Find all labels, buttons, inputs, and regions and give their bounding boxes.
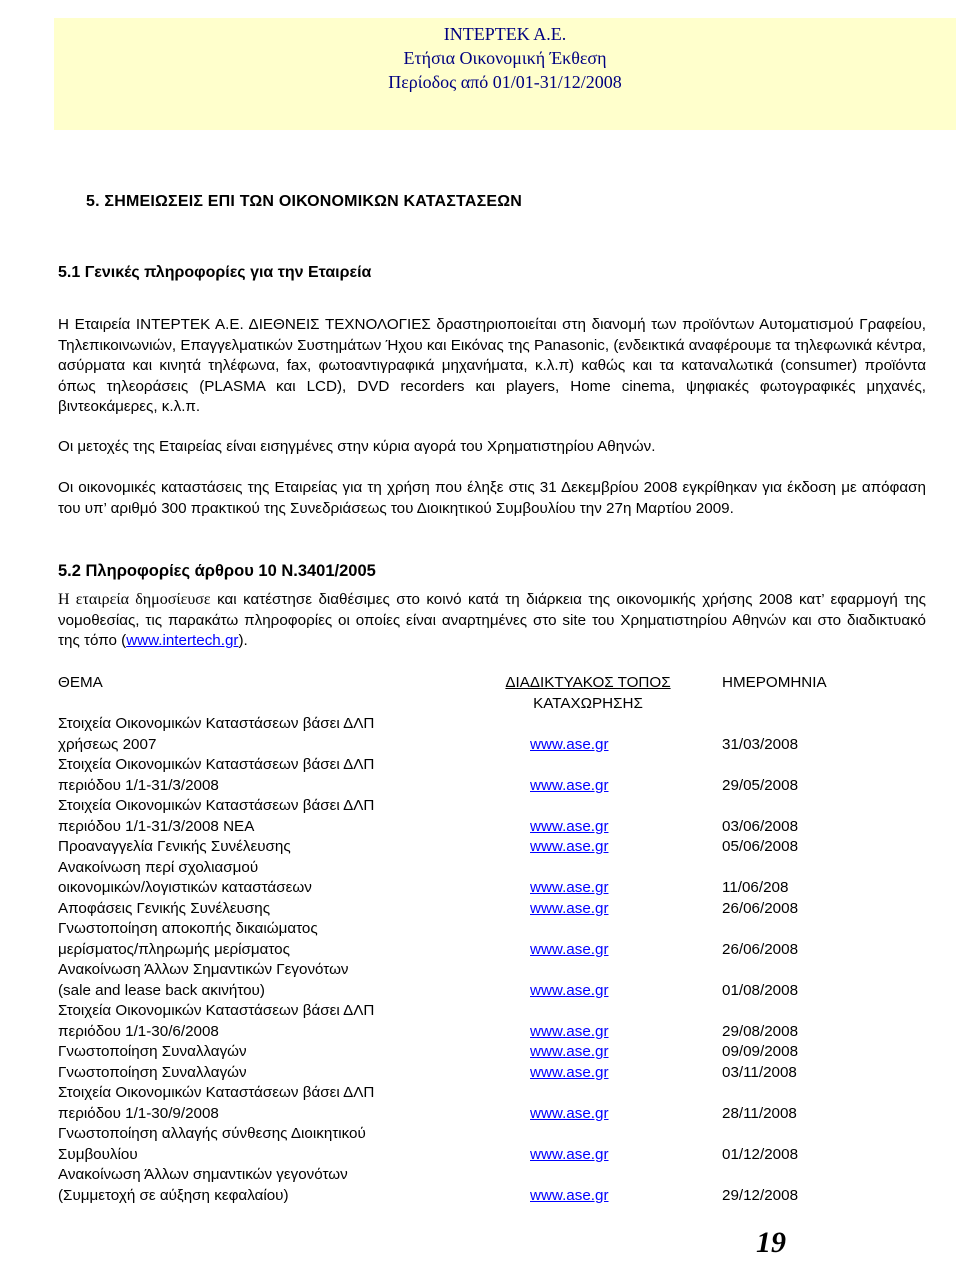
row-topic-line1: Στοιχεία Οικονομικών Καταστάσεων βάσει ΔΛΠ [58, 756, 375, 773]
header-site-line1: ΔΙΑΔΙΚΤΥΑΚΟΣ ΤΟΠΟΣ [505, 674, 671, 691]
row-topic [58, 714, 498, 755]
disclosure-end: ). [238, 632, 248, 650]
row-date: 11/06/208 [722, 879, 789, 896]
table-row [58, 960, 938, 1001]
row-topic-line2: (sale and lease back ακινήτου) [58, 981, 265, 999]
company-website-link[interactable]: www.intertech.gr [126, 632, 239, 650]
disclosure-lead: Η εταιρεία δημοσίευσε [58, 591, 211, 608]
row-topic [58, 1063, 498, 1084]
table-row [58, 858, 938, 899]
table-row [58, 1001, 938, 1042]
header-site [478, 673, 698, 714]
listing-statement: Οι μετοχές της Εταιρείας είναι εισηγμένες στην κύρια αγορά του Χρηματιστηρίου Αθηνών. [58, 438, 656, 455]
row-topic [58, 960, 498, 1001]
row-date: 09/09/2008 [722, 1043, 799, 1060]
row-date: 26/06/2008 [722, 899, 799, 917]
row-site-link[interactable]: www.ase.gr [530, 817, 609, 835]
row-date: 31/03/2008 [722, 735, 799, 753]
header-date: ΗΜΕΡΟΜΗΝΙΑ [722, 674, 827, 691]
row-topic-line1: Ανακοίνωση περί σχολιασμού [58, 858, 259, 876]
row-site-link[interactable]: www.ase.gr [530, 838, 609, 855]
row-topic-line1: Γνωστοποίηση Συναλλαγών [58, 1043, 247, 1060]
row-topic-line1: Στοιχεία Οικονομικών Καταστάσεων βάσει ΔΛΠ [58, 715, 375, 732]
row-topic-line2: χρήσεως 2007 [58, 735, 157, 753]
row-topic-line2: περιόδου 1/1-31/3/2008 [58, 776, 219, 794]
row-topic-line1: Προαναγγελία Γενικής Συνέλευσης [58, 838, 291, 855]
table-row [58, 837, 938, 858]
page-number: 19 [756, 1226, 786, 1259]
header-site-line2: ΚΑΤΑΧΩΡΗΣΗΣ [533, 694, 643, 712]
approval-statement: Οι οικονομικές καταστάσεις της Εταιρείας για τη χρήση που έληξε στις 31 Δεκεμβρίου 2008 εγκρίθηκαν για έκδοση με απόφαση του υπ’ αριθμό 300 πρακτικού της Συνεδριάσεως του Διοικητικού Συμβουλίου την 27η Μαρτίου 2009. [58, 479, 926, 517]
company-description: Η Εταιρεία ΙΝΤΕΡΤΕΚ Α.Ε. ΔΙΕΘΝΕΙΣ ΤΕΧΝΟΛΟΓΙΕΣ δραστηριοποιείται στη διανομή των προϊόντων Αυτοματισμού Γραφείου, Τηλεπικοινωνιών, Επαγγελματικών Συστημάτων Ήχου και Εικόνας της Panasonic, (ενδεικτικά αναφέρουμε τα τηλεφωνικά κέντρα, ασύρματα και κινητά τηλέφωνα, fax, φωτοαντιγραφικά μηχανήματα, κ.λ.π) καθώς και τα καταναλωτικά (consumer) προϊόντα όπως τηλεοράσεις (PLASMA και LCD), DVD recorders και players, Home cinema, ψηφιακές φωτογραφικές μηχανές, βιντεοκάμερες, κ.λ.π. [58, 316, 926, 416]
row-date: 01/12/2008 [722, 1145, 799, 1163]
row-site-link[interactable]: www.ase.gr [530, 1186, 609, 1204]
row-topic [58, 899, 498, 920]
row-date: 05/06/2008 [722, 838, 799, 855]
row-site-link[interactable]: www.ase.gr [530, 1104, 609, 1122]
table-row [58, 1042, 938, 1063]
section-5-2-title: 5.2 Πληροφορίες άρθρου 10 Ν.3401/2005 [58, 562, 376, 580]
row-topic [58, 755, 498, 796]
row-site-link[interactable]: www.ase.gr [530, 879, 609, 896]
row-site-link[interactable]: www.ase.gr [530, 981, 609, 999]
table-row [58, 1083, 938, 1124]
row-topic-line1: Στοιχεία Οικονομικών Καταστάσεων βάσει ΔΛΠ [58, 1084, 375, 1101]
publications-table [58, 714, 938, 1206]
disclosure-text: και κατέστησε διαθέσιμες στο κοινό κατά τη διάρκεια της οικονομικής χρήσης 2008 κατ’ εφαρμογή της νομοθεσίας, τις παρακάτω πληροφορίες οι οποίες είναι αναρτημένες στο site του Χρηματιστηρίου Αθηνών και στο διαδικτυακό της τόπο ( [58, 591, 926, 650]
row-date: 28/11/2008 [722, 1104, 797, 1122]
row-date: 01/08/2008 [722, 981, 799, 999]
row-site-link[interactable]: www.ase.gr [530, 1063, 609, 1081]
row-topic-line2: (Συμμετοχή σε αύξηση κεφαλαίου) [58, 1186, 289, 1204]
table-row [58, 919, 938, 960]
disclosure-paragraph [58, 590, 926, 652]
section-5-1-title: 5.1 Γενικές πληροφορίες για την Εταιρεία [58, 264, 372, 281]
row-topic-line1: Γνωστοποίηση αλλαγής σύνθεσης Διοικητικού [58, 1125, 366, 1142]
row-topic-line1: Ανακοίνωση Άλλων Σημαντικών Γεγονότων [58, 961, 349, 978]
row-topic-line2: οικονομικών/λογιστικών καταστάσεων [58, 879, 312, 896]
row-site-link[interactable]: www.ase.gr [530, 1022, 609, 1040]
row-topic [58, 1124, 498, 1165]
row-topic-line2: μερίσματος/πληρωμής μερίσματος [58, 940, 290, 958]
row-site-link[interactable]: www.ase.gr [530, 735, 609, 753]
row-date: 29/12/2008 [722, 1186, 799, 1204]
table-row [58, 755, 938, 796]
row-date: 26/06/2008 [722, 940, 799, 958]
header-topic: ΘΕΜΑ [58, 674, 103, 691]
row-topic-line1: Στοιχεία Οικονομικών Καταστάσεων βάσει ΔΛΠ [58, 1002, 375, 1019]
report-period: Περίοδος από 01/01-31/12/2008 [388, 72, 622, 92]
row-topic-line2: περιόδου 1/1-30/9/2008 [58, 1104, 219, 1122]
row-site-link[interactable]: www.ase.gr [530, 1145, 609, 1163]
report-title: Ετήσια Οικονομική Έκθεση [403, 48, 607, 68]
row-date: 29/05/2008 [722, 776, 799, 794]
row-topic [58, 796, 498, 837]
report-header [54, 18, 956, 130]
company-name: ΙΝΤΕΡΤΕΚ Α.Ε. [443, 24, 567, 44]
table-row [58, 1063, 938, 1084]
row-topic [58, 858, 498, 899]
row-topic [58, 837, 498, 858]
row-topic [58, 1083, 498, 1124]
row-topic-line1: Ανακοίνωση Άλλων σημαντικών γεγονότων [58, 1166, 348, 1183]
section-5-title: 5. ΣΗΜΕΙΩΣΕΙΣ ΕΠΙ ΤΩΝ ΟΙΚΟΝΟΜΙΚΩΝ ΚΑΤΑΣΤΑΣΕΩΝ [86, 193, 523, 210]
table-row [58, 714, 938, 755]
row-site-link[interactable]: www.ase.gr [530, 940, 609, 958]
row-topic [58, 1001, 498, 1042]
row-topic-line2: περιόδου 1/1-31/3/2008 ΝΕΑ [58, 817, 255, 835]
row-topic-line1: Γνωστοποίηση αποκοπής δικαιώματος [58, 920, 318, 937]
row-date: 03/06/2008 [722, 817, 799, 835]
table-row [58, 1165, 938, 1206]
row-topic-line2: περιόδου 1/1-30/6/2008 [58, 1022, 219, 1040]
row-topic-line1: Γνωστοποίηση Συναλλαγών [58, 1063, 247, 1081]
table-row [58, 899, 938, 920]
row-date: 29/08/2008 [722, 1022, 799, 1040]
table-row [58, 1124, 938, 1165]
row-topic-line1: Στοιχεία Οικονομικών Καταστάσεων βάσει ΔΛΠ [58, 797, 375, 814]
table-row [58, 796, 938, 837]
row-date: 03/11/2008 [722, 1063, 797, 1081]
row-topic [58, 919, 498, 960]
row-site-link[interactable]: www.ase.gr [530, 1043, 609, 1060]
row-topic [58, 1042, 498, 1063]
row-topic-line1: Αποφάσεις Γενικής Συνέλευσης [58, 899, 271, 917]
row-site-link[interactable]: www.ase.gr [530, 899, 609, 917]
row-topic [58, 1165, 498, 1206]
row-site-link[interactable]: www.ase.gr [530, 776, 609, 794]
row-topic-line2: Συμβουλίου [58, 1145, 138, 1163]
